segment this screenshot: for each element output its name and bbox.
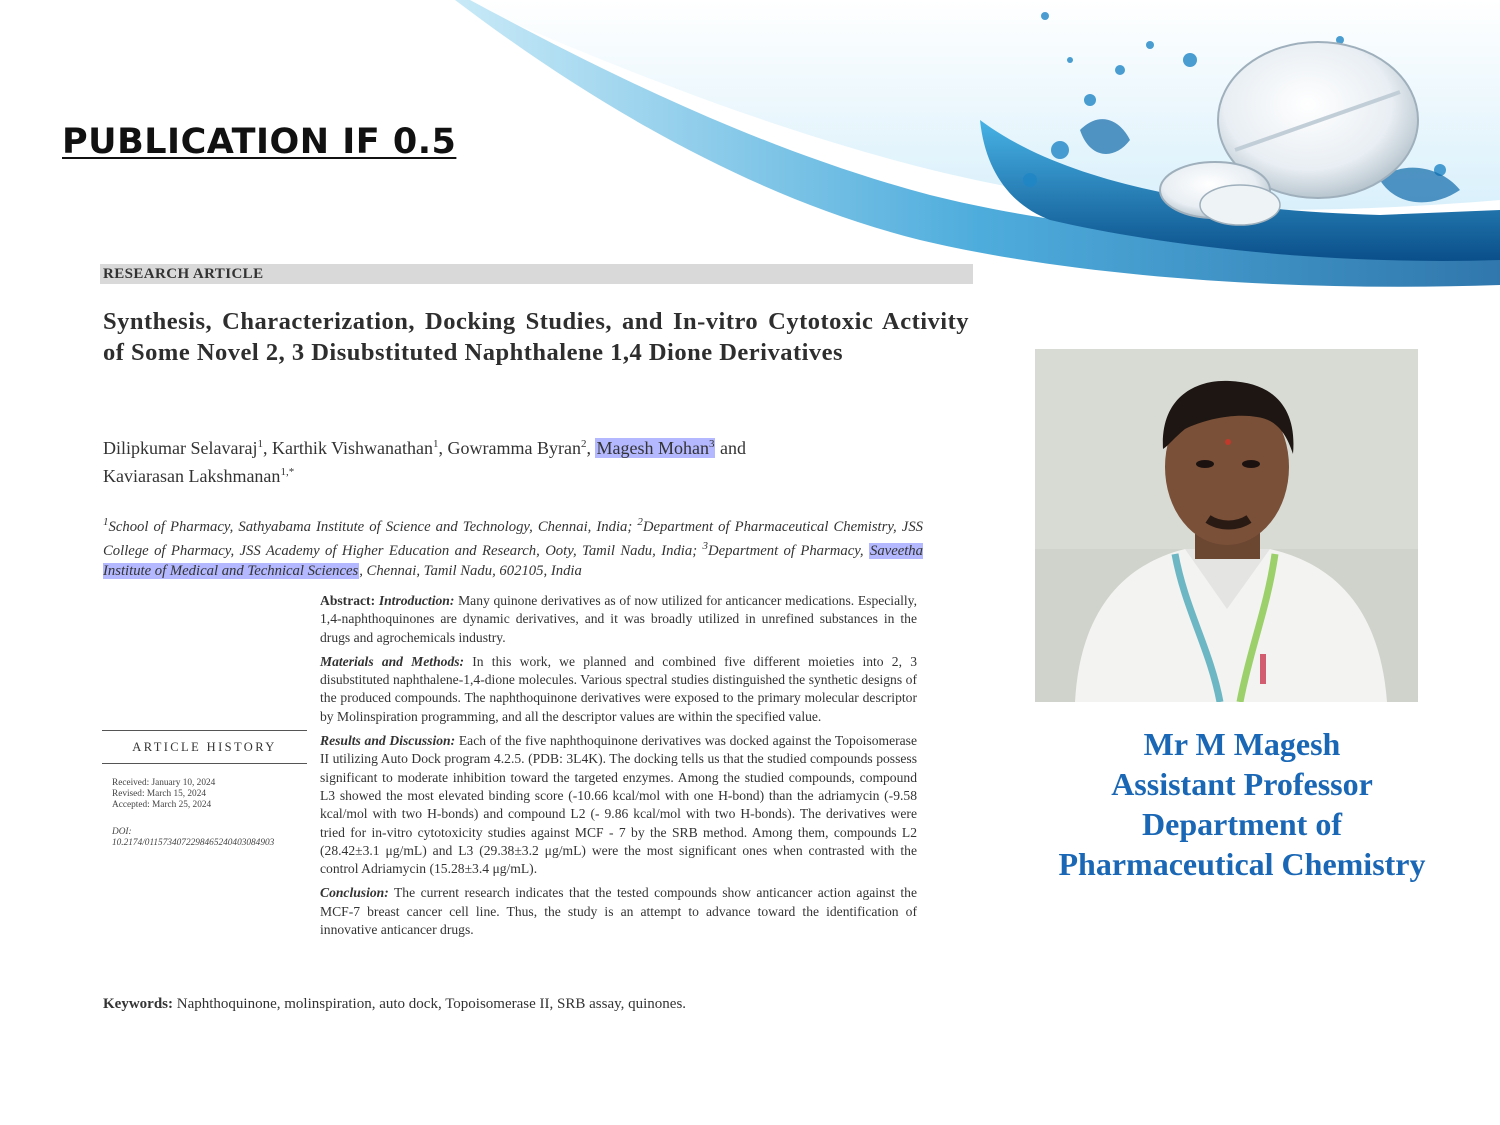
- revised-date: Revised: March 15, 2024: [112, 789, 206, 799]
- profile-designation: Assistant Professor: [1111, 766, 1373, 802]
- affiliation-3-suffix: , Chennai, Tamil Nadu, 602105, India: [359, 562, 582, 579]
- section-label: Conclusion:: [320, 885, 389, 901]
- author-separator: and: [715, 438, 746, 458]
- author-affiliation-mark: 2: [580, 438, 587, 450]
- abstract-introduction: [320, 592, 917, 647]
- abstract-label: Abstract:: [320, 593, 376, 608]
- affiliation-mark: 1: [103, 516, 109, 528]
- keywords-text: Naphthoquinone, molinspiration, auto dock, Topoisomerase II, SRB assay, quinones.: [176, 996, 687, 1012]
- author-separator: ,: [262, 438, 272, 458]
- author-name: Karthik Vishwanathan: [271, 438, 434, 458]
- author-affiliation-mark: 1: [433, 438, 439, 450]
- keywords-label: Keywords:: [103, 996, 173, 1012]
- doi: [102, 827, 307, 849]
- abstract-conclusion: [320, 884, 917, 939]
- slide-title: PUBLICATION IF 0.5: [62, 122, 457, 162]
- author-affiliation-mark: 1: [257, 438, 263, 450]
- abstract: [320, 592, 917, 945]
- accepted-date: Accepted: March 25, 2024: [112, 800, 212, 810]
- affiliation-mark: 2: [637, 516, 643, 528]
- profile-department-line1: Department of: [1142, 806, 1342, 842]
- author-name: Dilipkumar Selavaraj: [103, 438, 258, 458]
- section-label: Introduction:: [378, 593, 455, 608]
- author-list: [103, 432, 863, 488]
- author-separator: ,: [586, 438, 596, 458]
- profile-department-line2: Pharmaceutical Chemistry: [1058, 846, 1426, 882]
- affiliations: [103, 513, 923, 581]
- article-history: [102, 730, 307, 849]
- profile-name: Mr M Magesh: [1143, 726, 1341, 762]
- article-history-dates: [102, 778, 307, 811]
- paper-title: Synthesis, Characterization, Docking Studies, and In-vitro Cytotoxic Activity of Some Novel 2, 3 Disubstituted Naphthalene 1,4 Dione Derivatives: [103, 308, 969, 366]
- doi-label: DOI:: [112, 827, 132, 837]
- affiliation-2: Department of Pharmaceutical Chemistry, JSS College of Pharmacy, JSS Academy of Higher Education and Research, Ooty, Tamil Nadu, India;: [103, 518, 924, 560]
- affiliation-3-prefix: Department of Pharmacy,: [708, 543, 864, 560]
- highlighted-institution: Saveetha Institute of Medical and Technical Sciences: [103, 543, 923, 579]
- affiliation-1: School of Pharmacy, Sathyabama Institute of Science and Technology, Chennai, India;: [108, 518, 633, 535]
- abstract-results: [320, 732, 917, 878]
- section-text: In this work, we planned and combined five different moieties into 2, 3 disubstituted naphthalene-1,4-dione molecules. Various spectral studies distinguished the synthetic designs of the produced compounds. The naphthoquinone derivatives were exposed to the primary molecular descriptor by Molinspiration programming, and all the descriptor values are within the specified value.: [320, 653, 917, 724]
- divider: [102, 763, 307, 764]
- author-affiliation-mark: 3: [708, 438, 715, 450]
- profile-photo: [1035, 349, 1418, 702]
- author-separator: ,: [438, 438, 448, 458]
- doi-value: 10.2174/0115734072298465240403084903: [112, 838, 275, 848]
- section-text: Many quinone derivatives as of now utilized for anticancer medications. Especially, 1,4-naphthoquinones are dynamic derivatives, and it was broadly utilized in unrefined substances in the drugs and agrochemicals industry.: [320, 593, 917, 645]
- article-type-banner: RESEARCH ARTICLE: [100, 264, 973, 284]
- section-label: Materials and Methods:: [320, 653, 465, 669]
- paper-clipping: [100, 264, 975, 1024]
- profile-caption: [1030, 724, 1454, 884]
- author-affiliation-mark: 1,*: [280, 466, 295, 478]
- keywords: [103, 996, 963, 1013]
- section-label: Results and Discussion:: [320, 733, 456, 749]
- affiliation-mark: 3: [702, 540, 708, 553]
- article-history-heading: ARTICLE HISTORY: [132, 740, 277, 754]
- abstract-methods: [320, 653, 917, 726]
- received-date: Received: January 10, 2024: [112, 778, 216, 788]
- divider: [102, 730, 307, 731]
- section-text: The current research indicates that the tested compounds show anticancer action against the MCF-7 breast cancer cell line. Thus, the study is an attempt to advance toward the identification of innovative anticancer drugs.: [320, 885, 917, 938]
- author-name: Gowramma Byran: [447, 438, 581, 458]
- section-text: Each of the five naphthoquinone derivatives was docked against the Topoisomerase II utilizing Auto Dock program 4.2.5. (PDB: 3L4K). The docking tells us that the studied compounds possess significant to moderate inhibition toward the targeted enzymes. Among the studied compounds, compound L3 showed the most elevated binding score (-10.66 kcal/mol with one H-bond) than the adriamycin (-9.58 kcal/mol with two H-bonds) and compound L2 (- 9.86 kcal/mol with two H-bonds). The derivatives were tried for in-vitro cytotoxicity studies against MCF - 7 by the SRB method. Among them, compounds L2 (28.42±3.1 μg/mL) and L3 (29.38±3.2 μg/mL) were the most significant ones when contrasted with the control Adriamycin (15.28±3.4 μg/mL).: [320, 733, 917, 877]
- highlighted-author-name: [595, 438, 715, 458]
- author-name: Kaviarasan Lakshmanan: [103, 466, 281, 486]
- author-name: Magesh Mohan: [596, 438, 709, 458]
